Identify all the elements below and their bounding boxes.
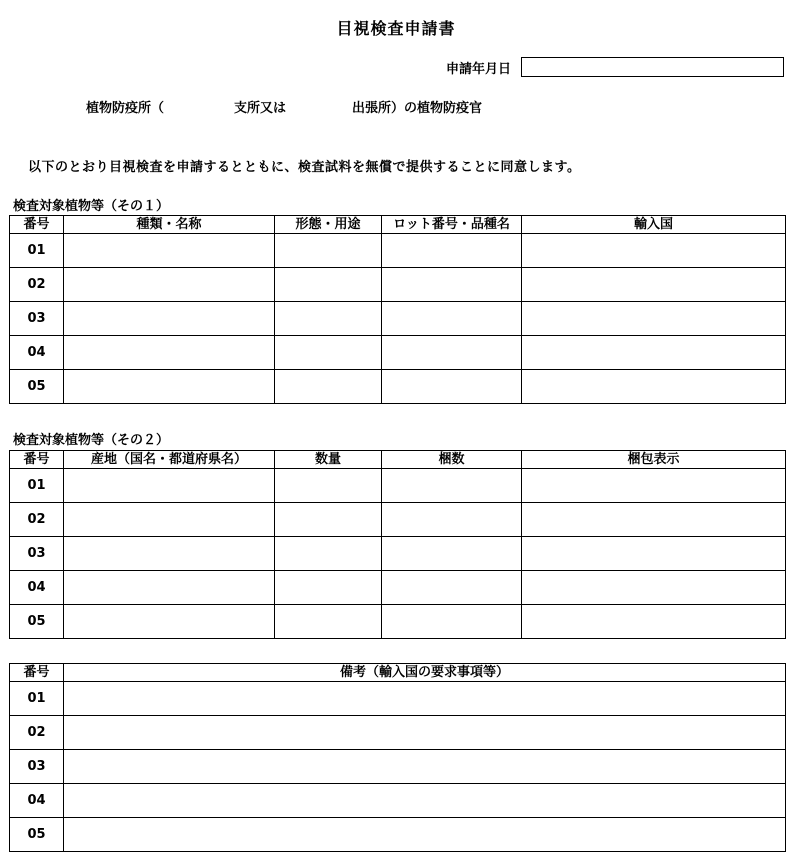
importing-country-cell[interactable] xyxy=(522,268,786,302)
importing-country-cell[interactable] xyxy=(522,234,786,268)
table-row xyxy=(10,370,786,404)
table-row xyxy=(10,818,786,852)
package-marking-cell[interactable] xyxy=(522,605,786,639)
remarks-cell[interactable] xyxy=(64,716,786,750)
header-package-count: 梱数 xyxy=(382,451,522,469)
quantity-cell[interactable] xyxy=(275,503,382,537)
importing-country-cell[interactable] xyxy=(522,370,786,404)
row-number: 01 xyxy=(10,682,64,716)
lot-variety-cell[interactable] xyxy=(382,336,522,370)
type-name-cell[interactable] xyxy=(64,302,275,336)
package-count-cell[interactable] xyxy=(382,537,522,571)
form-title: 目視検査申請書 xyxy=(336,19,456,38)
table-row xyxy=(10,469,786,503)
origin-cell[interactable] xyxy=(64,503,275,537)
importing-country-cell[interactable] xyxy=(522,336,786,370)
row-number: 05 xyxy=(10,818,64,852)
remarks-cell[interactable] xyxy=(64,682,786,716)
lot-variety-cell[interactable] xyxy=(382,268,522,302)
application-date-field[interactable] xyxy=(521,57,784,77)
row-number: 05 xyxy=(10,605,64,639)
row-number: 04 xyxy=(10,571,64,605)
quantity-cell[interactable] xyxy=(275,571,382,605)
row-number: 01 xyxy=(10,469,64,503)
form-use-cell[interactable] xyxy=(275,336,382,370)
remarks-cell[interactable] xyxy=(64,750,786,784)
package-marking-cell[interactable] xyxy=(522,469,786,503)
package-marking-cell[interactable] xyxy=(522,537,786,571)
row-number: 01 xyxy=(10,234,64,268)
quantity-cell[interactable] xyxy=(275,537,382,571)
form-use-cell[interactable] xyxy=(275,268,382,302)
header-number: 番号 xyxy=(10,664,64,682)
row-number: 03 xyxy=(10,537,64,571)
table-header-row xyxy=(10,664,786,682)
remarks-cell[interactable] xyxy=(64,818,786,852)
form-use-cell[interactable] xyxy=(275,234,382,268)
row-number: 04 xyxy=(10,784,64,818)
lot-variety-cell[interactable] xyxy=(382,370,522,404)
form-use-cell[interactable] xyxy=(275,302,382,336)
package-marking-cell[interactable] xyxy=(522,571,786,605)
inspection-table-1 xyxy=(9,215,786,404)
package-marking-cell[interactable] xyxy=(522,503,786,537)
row-number: 02 xyxy=(10,268,64,302)
table-row xyxy=(10,750,786,784)
origin-cell[interactable] xyxy=(64,469,275,503)
section-title-2: 検査対象植物等（その２） xyxy=(13,433,170,448)
row-number: 03 xyxy=(10,302,64,336)
branch-or-label: 支所又は xyxy=(234,101,287,116)
table-header-row xyxy=(10,451,786,469)
row-number: 02 xyxy=(10,503,64,537)
remarks-cell[interactable] xyxy=(64,784,786,818)
origin-cell[interactable] xyxy=(64,571,275,605)
table-row xyxy=(10,268,786,302)
type-name-cell[interactable] xyxy=(64,336,275,370)
row-number: 04 xyxy=(10,336,64,370)
header-lot-variety: ロット番号・品種名 xyxy=(382,216,522,234)
header-remarks: 備考（輸入国の要求事項等） xyxy=(64,664,786,682)
header-type-name: 種類・名称 xyxy=(64,216,275,234)
header-quantity: 数量 xyxy=(275,451,382,469)
application-date-label: 申請年月日 xyxy=(446,62,512,77)
origin-cell[interactable] xyxy=(64,605,275,639)
header-number: 番号 xyxy=(10,451,64,469)
section-title-1: 検査対象植物等（その１） xyxy=(13,199,170,214)
package-count-cell[interactable] xyxy=(382,503,522,537)
table-header-row xyxy=(10,216,786,234)
header-origin: 産地（国名・都道府県名） xyxy=(64,451,275,469)
package-count-cell[interactable] xyxy=(382,571,522,605)
header-form-use: 形態・用途 xyxy=(275,216,382,234)
type-name-cell[interactable] xyxy=(64,370,275,404)
header-importing-country: 輸入国 xyxy=(522,216,786,234)
table-row xyxy=(10,784,786,818)
table-row xyxy=(10,605,786,639)
type-name-cell[interactable] xyxy=(64,234,275,268)
header-number: 番号 xyxy=(10,216,64,234)
table-row xyxy=(10,234,786,268)
table-row xyxy=(10,537,786,571)
quantity-cell[interactable] xyxy=(275,469,382,503)
type-name-cell[interactable] xyxy=(64,268,275,302)
table-row xyxy=(10,716,786,750)
consent-statement: 以下のとおり目視検査を申請するとともに、検査試料を無償で提供することに同意します。 xyxy=(28,160,581,175)
table-row xyxy=(10,571,786,605)
importing-country-cell[interactable] xyxy=(522,302,786,336)
remarks-table xyxy=(9,663,786,852)
table-row xyxy=(10,503,786,537)
row-number: 02 xyxy=(10,716,64,750)
package-count-cell[interactable] xyxy=(382,605,522,639)
table-row xyxy=(10,302,786,336)
quantity-cell[interactable] xyxy=(275,605,382,639)
substation-officer-label: 出張所）の植物防疫官 xyxy=(352,101,483,116)
origin-cell[interactable] xyxy=(64,537,275,571)
table-row xyxy=(10,336,786,370)
form-use-cell[interactable] xyxy=(275,370,382,404)
plant-protection-station-label: 植物防疫所（ xyxy=(86,101,165,116)
lot-variety-cell[interactable] xyxy=(382,234,522,268)
table-row xyxy=(10,682,786,716)
header-package-marking: 梱包表示 xyxy=(522,451,786,469)
package-count-cell[interactable] xyxy=(382,469,522,503)
lot-variety-cell[interactable] xyxy=(382,302,522,336)
row-number: 05 xyxy=(10,370,64,404)
inspection-table-2 xyxy=(9,450,786,639)
row-number: 03 xyxy=(10,750,64,784)
